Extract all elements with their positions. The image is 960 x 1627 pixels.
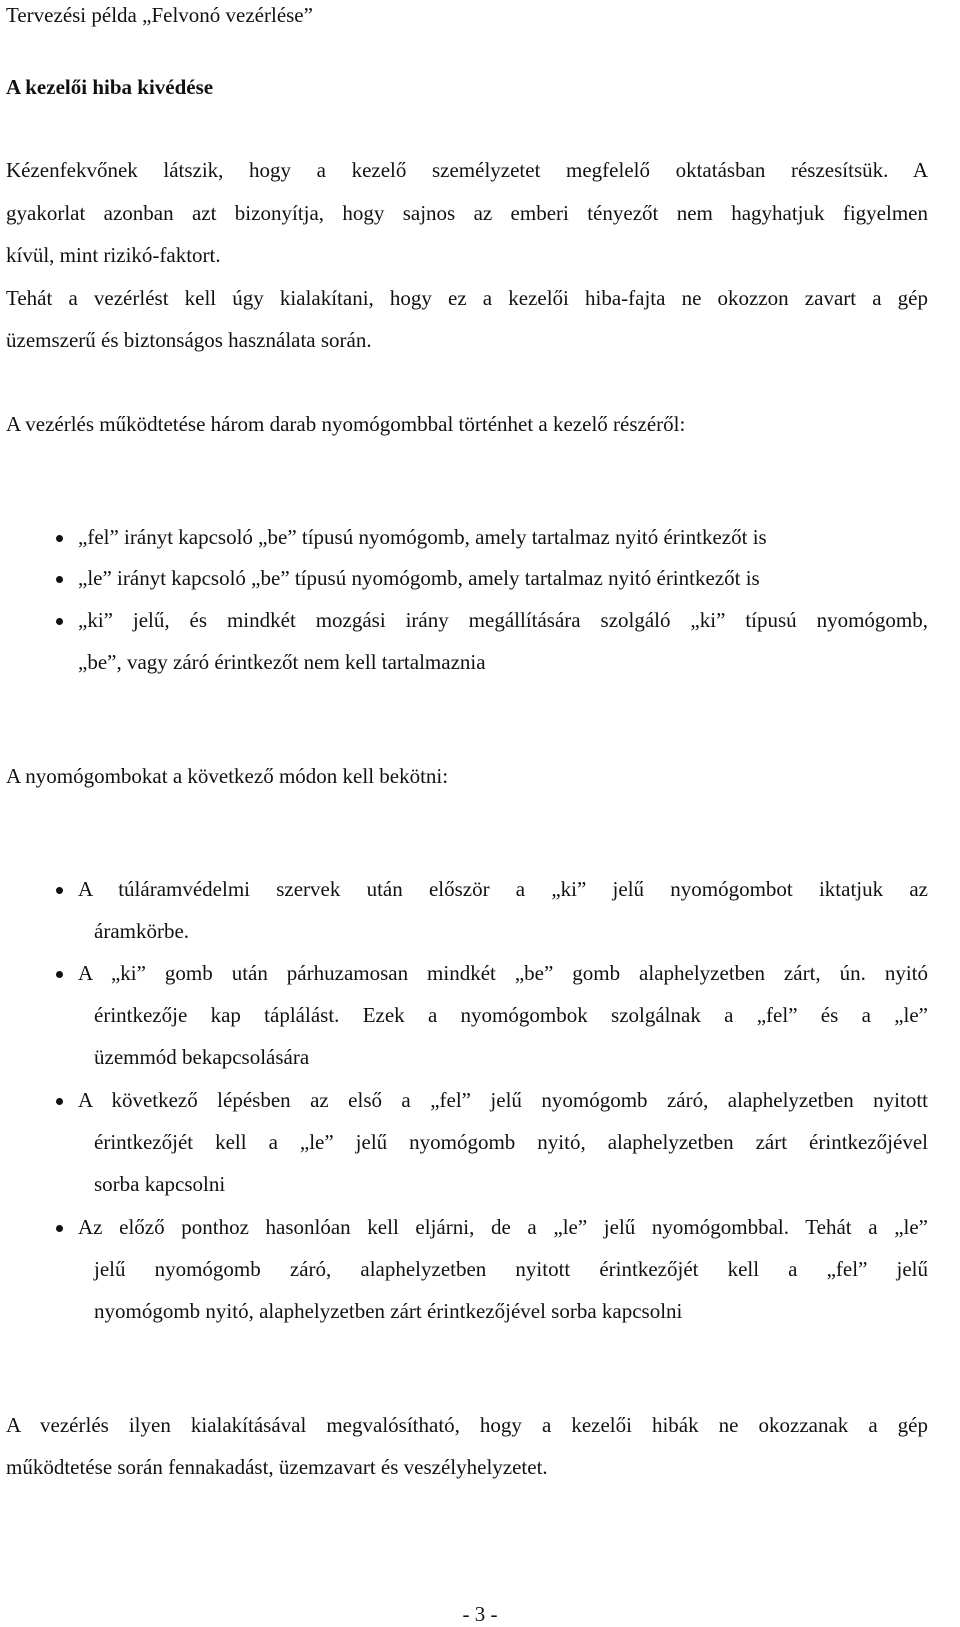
wiring-list-item-continuation: jelű nyomógomb záró, alaphelyzetben nyitott érintkezőjét kell a „fel” jelű: [94, 1257, 928, 1281]
bullet-icon: [56, 1225, 63, 1232]
bullet-icon: [56, 1098, 63, 1105]
wiring-list-item-continuation: áramkörbe.: [94, 919, 190, 943]
bullet-icon: [56, 618, 63, 625]
wiring-list-item: A túláramvédelmi szervek után először a „ki” jelű nyomógombot iktatjuk az: [78, 877, 928, 901]
buttons-intro-text: A vezérlés működtetése három darab nyomógombbal történhet a kezelő részéről:: [6, 412, 686, 436]
bullet-icon: [56, 576, 63, 583]
intro-paragraph-line: Kézenfekvőnek látszik, hogy a kezelő személyzetet megfelelő oktatásban részesítsük. A: [6, 158, 928, 182]
wiring-list-item-continuation: üzemmód bekapcsolására: [94, 1045, 310, 1069]
page-number: - 3 -: [462, 1602, 498, 1626]
wiring-list-item-continuation: érintkezőjét kell a „le” jelű nyomógomb nyitó, alaphelyzetben zárt érintkezőjével: [94, 1130, 928, 1154]
wiring-list-item: Az előző ponthoz hasonlóan kell eljárni, de a „le” jelű nyomógombbal. Tehát a „le”: [78, 1215, 928, 1239]
button-list-item: „fel” irányt kapcsoló „be” típusú nyomógomb, amely tartalmaz nyitó érintkezőt is: [78, 525, 767, 549]
button-list-item: „ki” jelű, és mindkét mozgási irány megállítására szolgáló „ki” típusú nyomógomb,: [78, 608, 928, 632]
bullet-icon: [56, 971, 63, 978]
section-heading: A kezelői hiba kivédése: [6, 75, 214, 99]
document-header-title: Tervezési példa „Felvonó vezérlése”: [6, 3, 313, 27]
wiring-list-item-continuation: nyomógomb nyitó, alaphelyzetben zárt érintkezőjével sorba kapcsolni: [94, 1299, 683, 1323]
wiring-list-item-continuation: sorba kapcsolni: [94, 1172, 226, 1196]
intro-paragraph-line: gyakorlat azonban azt bizonyítja, hogy sajnos az emberi tényezőt nem hagyhatjuk figyelmen: [6, 201, 928, 225]
intro-paragraph-line: üzemszerű és biztonságos használata során.: [6, 328, 372, 352]
conclusion-paragraph-line: A vezérlés ilyen kialakításával megvalósítható, hogy a kezelői hibák ne okozzanak a gép: [6, 1413, 928, 1437]
intro-paragraph-line: kívül, mint rizikó-faktort.: [6, 243, 221, 267]
bullet-icon: [56, 887, 63, 894]
button-list-item: „le” irányt kapcsoló „be” típusú nyomógomb, amely tartalmaz nyitó érintkezőt is: [78, 566, 760, 590]
intro-paragraph-line: Tehát a vezérlést kell úgy kialakítani, hogy ez a kezelői hiba-fajta ne okozzon zavart a gép: [6, 286, 928, 310]
conclusion-paragraph-line: működtetése során fennakadást, üzemzavart és veszélyhelyzetet.: [6, 1455, 548, 1479]
bullet-icon: [56, 535, 63, 542]
wiring-intro-text: A nyomógombokat a következő módon kell bekötni:: [6, 764, 449, 788]
wiring-list-item-continuation: érintkezője kap táplálást. Ezek a nyomógombok szolgálnak a „fel” és a „le”: [94, 1003, 928, 1027]
wiring-list-item: A „ki” gomb után párhuzamosan mindkét „be” gomb alaphelyzetben zárt, ún. nyitó: [78, 961, 928, 985]
button-list-item-continuation: „be”, vagy záró érintkezőt nem kell tartalmaznia: [78, 650, 486, 674]
wiring-list-item: A következő lépésben az első a „fel” jelű nyomógomb záró, alaphelyzetben nyitott: [78, 1088, 928, 1112]
